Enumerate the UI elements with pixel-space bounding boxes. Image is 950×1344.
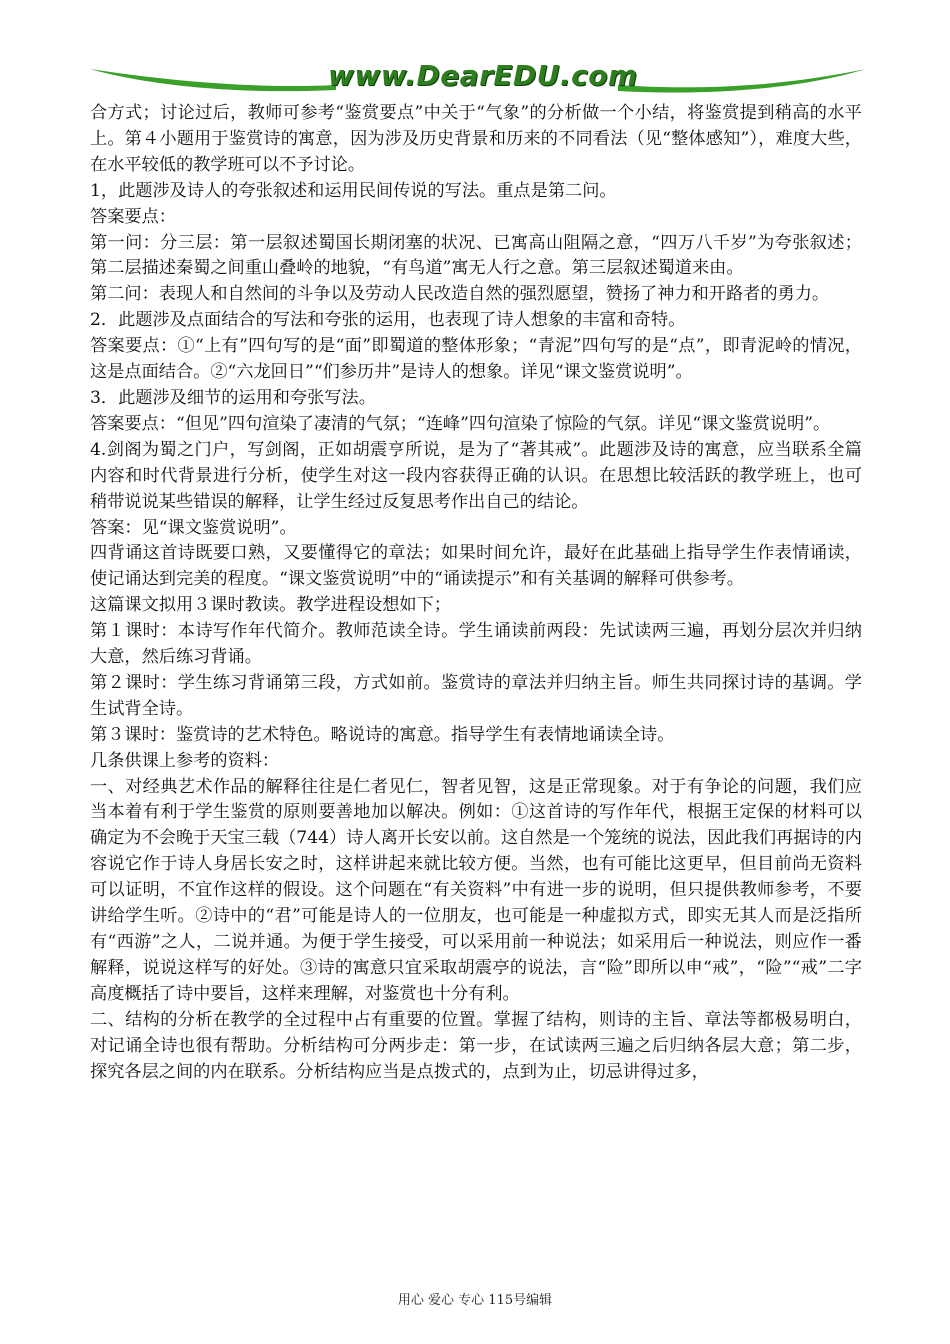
page-footer: 用心 爱心 专心 115号编辑 xyxy=(397,1293,553,1308)
left-swoosh xyxy=(90,69,336,91)
paragraph: 第二问：表现人和自然间的斗争以及劳动人民改造自然的强烈愿望，赞扬了神力和开路者的勇力。 xyxy=(90,284,830,305)
paragraph: 第３课时：鉴赏诗的艺术特色。略说诗的寓意。指导学生有表情地诵读全诗。 xyxy=(90,724,675,745)
site-logo[interactable]: www.DearEDU.com xyxy=(328,59,638,92)
paragraph: 第１课时：本诗写作年代简介。教师范读全诗。学生诵读前两段：先试读两三遍，再划分层次并归纳大意，然后练习背诵。 xyxy=(90,621,862,668)
paragraph: 二、结构的分析在教学的全过程中占有重要的位置。掌握了结构，则诗的主旨、章法等都极易明白，对记诵全诗也很有帮助。分析结构可分两步走：第一步，在试读两三遍之后归纳各层大意；第二步，探究各层之间的内在联系。分析结构应当是点拨式的，点到为止，切忌讲得过多， xyxy=(90,1009,862,1082)
paragraph: 这篇课文拟用３课时教读。教学进程设想如下； xyxy=(90,595,451,616)
document-body xyxy=(90,101,862,1085)
paragraph: 答案：见“课文鉴赏说明”。 xyxy=(90,517,297,538)
paragraph: 答案要点：①“上有”四句写的是“面”即蜀道的整体形象；“青泥”四句写的是“点”，即青泥岭的情况，这是点面结合。②“六龙回日”“们参历井”是诗人的想象。详见“课文鉴赏说明”。 xyxy=(90,336,862,383)
paragraph: 合方式；讨论过后，教师可参考“鉴赏要点”中关于“气象”的分析做一个小结，将鉴赏提到稍高的水平上。第４小题用于鉴赏诗的寓意，因为涉及历史背景和历来的不同看法（见“整体感知”），难度大些，在水平较低的教学班可以不予讨论。 xyxy=(90,103,862,175)
paragraph: 1，此题涉及诗人的夸张叙述和运用民间传说的写法。重点是第二问。 xyxy=(90,180,617,201)
paragraph: 4.剑阁为蜀之门户，写剑阁，正如胡震亨所说，是为了“著其戒”。此题涉及诗的寓意，应当联系全篇内容和时代背景进行分析，使学生对这一段内容获得正确的认识。在思想比较活跃的教学班上，也可稍带说说某些错误的解释，让学生经过反复思考作出自己的结论。 xyxy=(90,439,862,512)
paragraph: 2．此题涉及点面结合的写法和夸张的运用，也表现了诗人想象的丰富和奇特。 xyxy=(90,310,686,331)
paragraph: 第２课时：学生练习背诵第三段，方式如前。鉴赏诗的章法并归纳主旨。师生共同探讨诗的基调。学生试背全诗。 xyxy=(90,672,862,719)
site-header xyxy=(88,55,868,100)
paragraph: 3．此题涉及细节的运用和夸张写法。 xyxy=(90,387,376,408)
paragraph: 答案要点： xyxy=(90,206,176,227)
paragraph: 四背诵这首诗既要口熟，又要懂得它的章法；如果时间允许，最好在此基础上指导学生作表情诵读，使记诵达到完美的程度。“课文鉴赏说明”中的“诵读提示”和有关基调的解释可供参考。 xyxy=(90,543,862,590)
paragraph: 一、对经典艺术作品的解释往往是仁者见仁，智者见智，这是正常现象。对于有争论的问题，我们应当本着有利于学生鉴赏的原则要善地加以解决。例如：①这首诗的写作年代，根据王定保的材料可以确定为不会晚于天宝三载（744）诗人离开长安以前。这自然是一个笼统的说法，因此我们再据诗的内容说它作于诗人身居长安之时，这样讲起来就比较方便。当然，也有可能比这更早，但目前尚无资料可以证明，不宜作这样的假设。这个问题在“有关资料”中有进一步的说明，但只提供教师参考，不要讲给学生听。②诗中的“君”可能是诗人的一位朋友，也可能是一种虚拟方式，即实无其人而是泛指所有“西游”之人，二说并通。为便于学生接受，可以采用前一种说法；如采用后一种说法，则应作一番解释，说说这样写的好处。③诗的寓意只宜采取胡震亭的说法，言“险”即所以申“戒”，“险”“戒”二字高度概括了诗中要旨，这样来理解，对鉴赏也十分有利。 xyxy=(90,776,862,1004)
right-swoosh xyxy=(618,69,866,93)
paragraph: 几条供课上参考的资料： xyxy=(90,750,280,771)
paragraph: 答案要点：“但见”四句渲染了凄清的气氛；“连峰”四句渲染了惊险的气氛。详见“课文鉴赏说明”。 xyxy=(90,413,831,434)
paragraph: 第一问：分三层：第一层叙述蜀国长期闭塞的状况、已寓高山阻隔之意，“四万八千岁”为夸张叙述；第二层描述秦蜀之间重山叠岭的地貌，“有鸟道”寓无人行之意。第三层叙述蜀道来由。 xyxy=(90,232,862,279)
